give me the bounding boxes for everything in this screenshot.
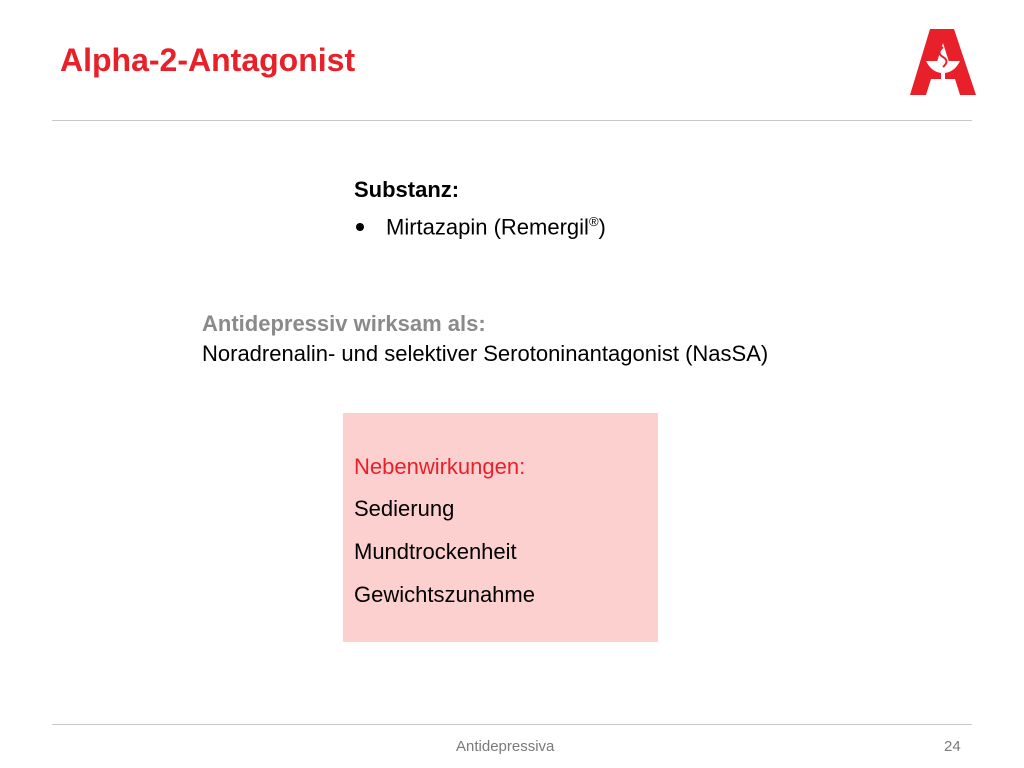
side-effect-item: Sedierung	[354, 496, 455, 521]
footer-text: Antidepressiva	[456, 738, 555, 755]
substance-list-item	[354, 214, 606, 240]
substance-heading: Substanz:	[354, 177, 460, 202]
slide-title: Alpha-2-Antagonist	[60, 42, 356, 78]
effect-text: Noradrenalin- und selektiver Serotoninantagonist (NasSA)	[202, 341, 769, 366]
registered-mark: ®	[588, 214, 599, 229]
header-divider	[52, 120, 972, 121]
side-effect-item: Gewichtszunahme	[354, 582, 535, 607]
bullet-icon	[356, 223, 364, 231]
effect-heading: Antidepressiv wirksam als:	[202, 311, 486, 336]
side-effects-heading: Nebenwirkungen:	[354, 454, 526, 479]
page-number: 24	[944, 738, 961, 755]
substance-close-paren: )	[598, 214, 606, 240]
side-effects-box	[343, 413, 658, 642]
substance-name: Mirtazapin (Remergil	[386, 214, 589, 240]
footer-divider	[52, 724, 972, 725]
pharmacy-logo-icon	[908, 27, 978, 99]
side-effect-item: Mundtrockenheit	[354, 539, 517, 564]
